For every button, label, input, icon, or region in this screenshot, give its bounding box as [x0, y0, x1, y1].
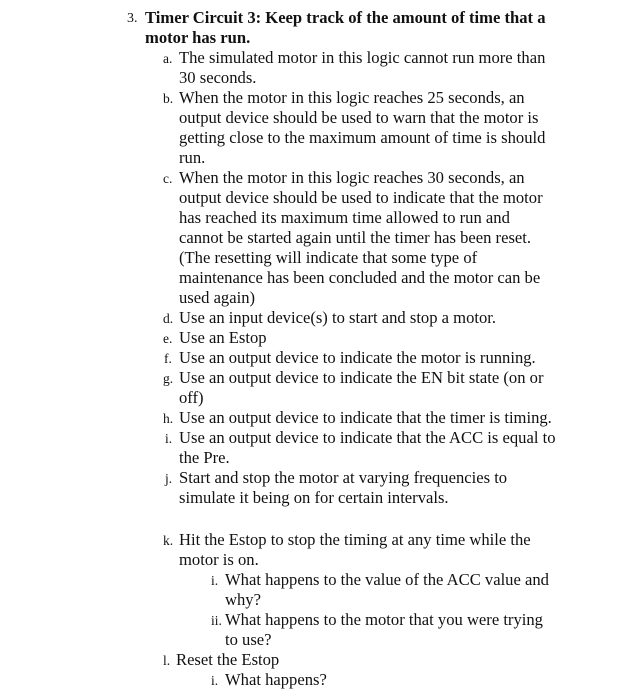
- item-h-line-1: Use an output device to indicate that the timer is timing.: [179, 408, 552, 427]
- question-title-line-1: Timer Circuit 3: Keep track of the amount of time that a: [145, 8, 546, 27]
- item-k-line-2: motor is on.: [179, 550, 259, 569]
- item-c-line-6: maintenance has been concluded and the motor can be: [179, 268, 541, 287]
- item-a-line-2: 30 seconds.: [179, 68, 257, 87]
- item-b-line-1: When the motor in this logic reaches 25 seconds, an: [179, 88, 525, 107]
- item-h-marker: h.: [163, 411, 174, 426]
- item-l-sub-i-line-1: What happens?: [225, 670, 327, 689]
- item-a-marker: a.: [163, 51, 173, 66]
- item-d-line-1: Use an input device(s) to start and stop a motor.: [179, 308, 497, 327]
- question-number: 3.: [127, 11, 138, 26]
- item-c-line-3: has reached its maximum time allowed to run and: [179, 208, 510, 227]
- item-i-marker: i.: [165, 431, 173, 446]
- item-c-line-7: used again): [179, 288, 256, 307]
- item-d-marker: d.: [163, 311, 174, 326]
- item-j-marker: j.: [165, 471, 173, 486]
- item-g-line-1: Use an output device to indicate the EN bit state (on or: [179, 368, 544, 387]
- item-b-marker: b.: [163, 91, 174, 106]
- item-a-line-1: The simulated motor in this logic cannot run more than: [179, 48, 546, 67]
- item-k-sub-i-marker: i.: [211, 573, 219, 588]
- item-c-line-4: cannot be started again until the timer has been reset.: [179, 228, 532, 247]
- item-e-line-1: Use an Estop: [179, 328, 267, 347]
- item-i-line-2: the Pre.: [179, 448, 230, 467]
- item-f-line-1: Use an output device to indicate the motor is running.: [179, 348, 536, 367]
- item-i-line-1: Use an output device to indicate that the ACC is equal to: [179, 428, 556, 447]
- item-k-sub-i-line-1: What happens to the value of the ACC value and: [225, 570, 549, 589]
- item-j-line-2: simulate it being on for certain intervals.: [179, 488, 449, 507]
- item-f-marker: f.: [164, 351, 172, 366]
- item-j-line-1: Start and stop the motor at varying frequencies to: [179, 468, 508, 487]
- item-g-line-2: off): [179, 388, 204, 407]
- item-b-line-3: getting close to the maximum amount of time is should: [179, 128, 546, 147]
- item-l-line-1: Reset the Estop: [176, 650, 280, 669]
- item-k-sub-ii-line-2: to use?: [225, 630, 272, 649]
- item-k-sub-ii-marker: ii.: [211, 613, 222, 628]
- item-c-line-1: When the motor in this logic reaches 30 seconds, an: [179, 168, 525, 187]
- item-k-sub-i-line-2: why?: [225, 590, 261, 609]
- item-c-line-2: output device should be used to indicate that the motor: [179, 188, 543, 207]
- item-b-line-2: output device should be used to warn that the motor is: [179, 108, 539, 127]
- item-k-marker: k.: [163, 533, 174, 548]
- item-c-line-5: (The resetting will indicate that some type of: [179, 248, 478, 267]
- item-l-sub-i-marker: i.: [211, 673, 219, 688]
- item-k-line-1: Hit the Estop to stop the timing at any time while the: [179, 530, 531, 549]
- item-l-marker: l.: [163, 653, 171, 668]
- item-c-marker: c.: [163, 171, 173, 186]
- item-g-marker: g.: [163, 371, 174, 386]
- item-e-marker: e.: [163, 331, 173, 346]
- question-title-line-2: motor has run.: [145, 28, 251, 47]
- item-b-line-4: run.: [179, 148, 206, 167]
- item-k-sub-ii-line-1: What happens to the motor that you were trying: [225, 610, 543, 629]
